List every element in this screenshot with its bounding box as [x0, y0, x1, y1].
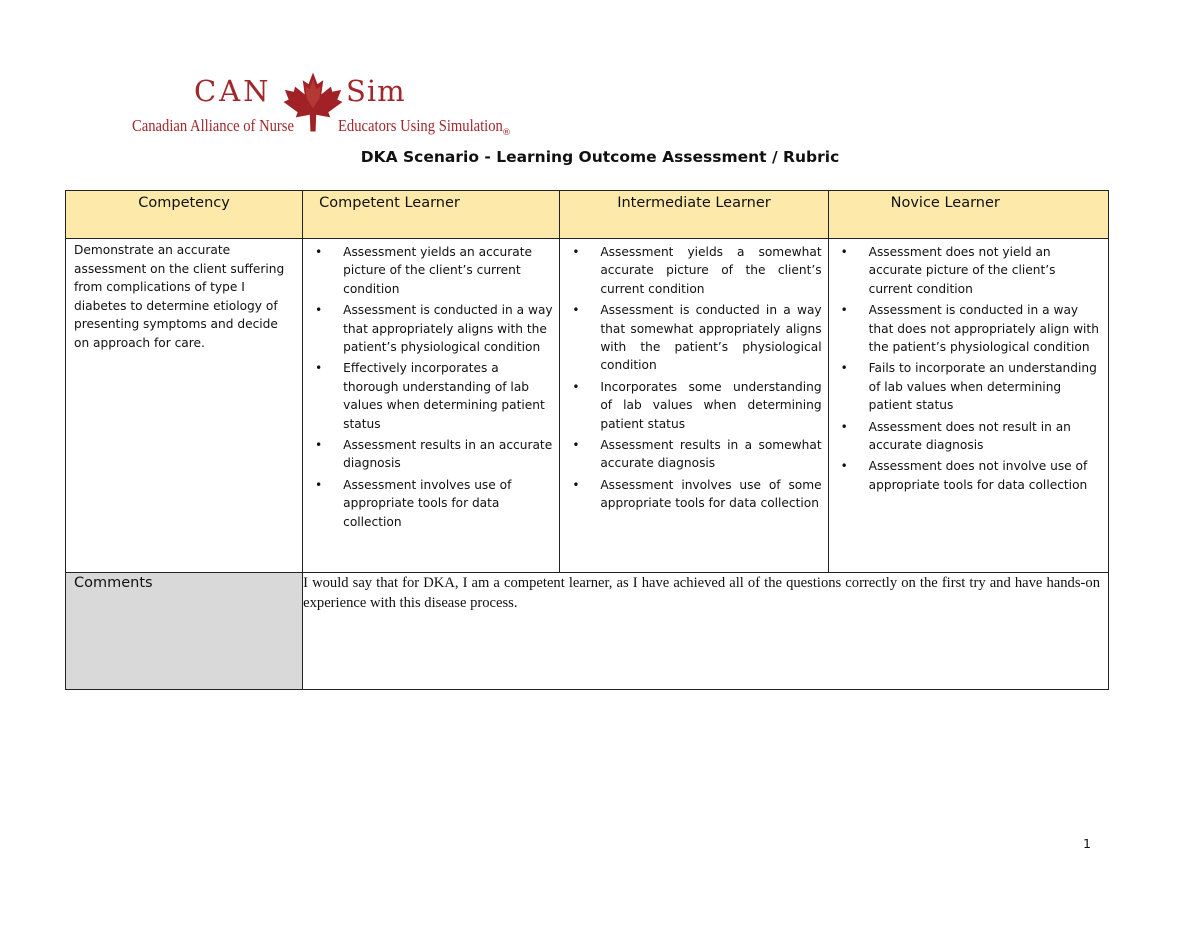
header-competent-learner: Competent Learner [303, 191, 560, 239]
list-item: • Assessment results in an accurate diagnosis [313, 436, 553, 473]
comments-text[interactable]: I would say that for DKA, I am a competent learner, as I have achieved all of the questions correctly on the first try and have hands-on experience with this disease process. [303, 573, 1109, 690]
header-novice-learner: Novice Learner [828, 191, 1108, 239]
list-item: • Assessment yields a somewhat accurate picture of the client’s current condition [570, 243, 821, 298]
comments-row [66, 573, 1109, 690]
logo-tagline-left: Canadian Alliance of Nurse [132, 116, 294, 135]
list-item: • Assessment is conducted in a way that somewhat appropriately aligns with the patient’s physiological condition [570, 301, 821, 375]
header-row [66, 191, 1109, 239]
list-item: • Assessment does not result in an accurate diagnosis [839, 418, 1102, 455]
list-item: • Assessment results in a somewhat accurate diagnosis [570, 436, 821, 473]
list-item: • Assessment is conducted in a way that does not appropriately align with the patient’s physiological condition [839, 301, 1102, 356]
novice-cell [828, 239, 1108, 573]
list-item: • Assessment involves use of appropriate tools for data collection [313, 476, 553, 531]
competent-cell [303, 239, 560, 573]
competency-description: Demonstrate an accurate assessment on the client suffering from complications of type I diabetes to determine etiology of presenting symptoms and decide on approach for care. [74, 243, 285, 350]
list-item: • Assessment does not yield an accurate picture of the client’s current condition [839, 243, 1102, 298]
document-title: DKA Scenario - Learning Outcome Assessment / Rubric [360, 148, 840, 166]
competency-cell [66, 239, 303, 573]
intermediate-cell [560, 239, 828, 573]
list-item: • Effectively incorporates a thorough understanding of lab values when determining patient status [313, 359, 553, 433]
header-competency: Competency [66, 191, 303, 239]
novice-criteria-list [829, 243, 1108, 494]
header-intermediate-learner: Intermediate Learner [560, 191, 828, 239]
list-item: • Assessment yields an accurate picture of the client’s current condition [313, 243, 553, 298]
cansim-logo [128, 68, 528, 148]
list-item: • Assessment is conducted in a way that appropriately aligns with the patient’s physiological condition [313, 301, 553, 356]
list-item: • Assessment does not involve use of appropriate tools for data collection [839, 457, 1102, 494]
logo-tagline-right: Educators Using Simulation [338, 116, 503, 135]
competent-criteria-list [303, 243, 559, 531]
logo-sim-text: Sim [346, 74, 406, 108]
comments-label: Comments [66, 573, 303, 690]
criteria-row [66, 239, 1109, 573]
rubric-table [65, 190, 1109, 690]
page-number: 1 [1083, 836, 1091, 851]
logo-can-text: CAN [194, 74, 272, 108]
intermediate-criteria-list [560, 243, 827, 513]
registered-mark: ® [502, 128, 511, 138]
list-item: • Assessment involves use of some appropriate tools for data collection [570, 476, 821, 513]
list-item: • Fails to incorporate an understanding of lab values when determining patient status [839, 359, 1102, 414]
list-item: • Incorporates some understanding of lab values when determining patient status [570, 378, 821, 433]
